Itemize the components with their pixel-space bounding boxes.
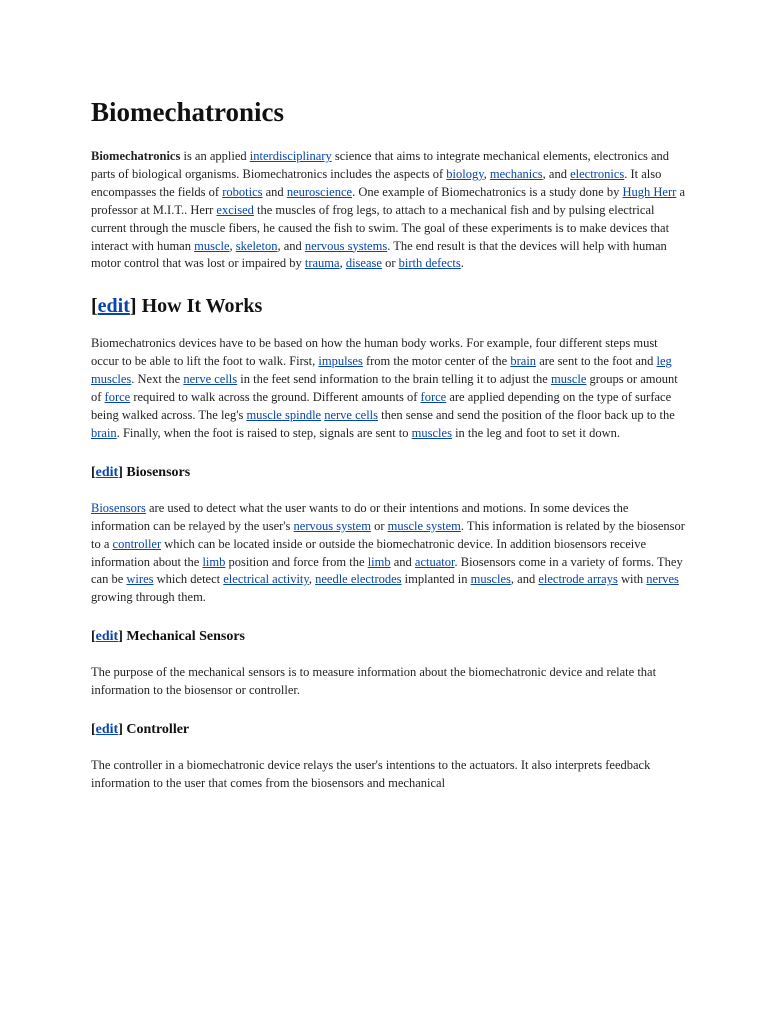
section-heading-how-it-works — [91, 293, 685, 319]
body-text: is an applied — [180, 149, 250, 163]
link-force[interactable]: force — [420, 390, 447, 405]
link-limb[interactable]: limb — [367, 554, 391, 569]
link-excised[interactable]: excised — [216, 202, 254, 217]
section-heading-mechanical-sensors — [91, 627, 685, 647]
section-heading-text: Controller — [126, 722, 190, 738]
link-muscle-system[interactable]: muscle system — [387, 518, 461, 533]
body-text: , and — [510, 572, 539, 587]
body-text: , and — [542, 166, 571, 181]
body-text: . — [460, 256, 464, 271]
article — [91, 96, 685, 813]
link-limb[interactable]: limb — [202, 554, 226, 569]
link-muscle[interactable]: muscle — [550, 372, 587, 387]
bracket-close: ] — [118, 722, 127, 738]
body-text: . Next the — [131, 372, 184, 387]
link-force[interactable]: force — [104, 390, 131, 405]
article-sections — [91, 293, 685, 793]
link-impulses[interactable]: impulses — [318, 354, 363, 369]
section-heading-text: Biosensors — [126, 464, 191, 480]
intro-paragraph — [91, 148, 685, 273]
link-muscle[interactable]: muscle — [194, 238, 230, 253]
link-controller[interactable]: controller — [112, 536, 162, 551]
body-text: Biomechatronics devices have to be based on how the human body works. For example, four different steps must occur to be able to lift the foot to walk. First, — [91, 336, 658, 369]
link-electrical-activity[interactable]: electrical activity — [223, 572, 309, 587]
link-nervous-systems[interactable]: nervous systems — [304, 238, 388, 253]
link-nerves[interactable]: nerves — [646, 572, 679, 587]
body-text: . This information is related by the biosensor to a — [91, 518, 685, 551]
link-skeleton[interactable]: skeleton — [235, 238, 278, 253]
link-muscles[interactable]: muscles — [411, 425, 452, 440]
link-leg-muscles[interactable]: leg muscles — [91, 354, 672, 387]
bold-term: Biomechatronics — [91, 149, 181, 163]
section-heading-controller — [91, 720, 685, 740]
bracket-close: ] — [118, 464, 127, 480]
body-text: in the leg and foot to set it down. — [451, 425, 620, 440]
link-brain[interactable]: brain — [91, 425, 117, 440]
body-text: growing through them. — [91, 590, 206, 605]
body-text: groups or amount of — [91, 372, 678, 405]
bracket-open: [ — [91, 629, 96, 645]
link-birth-defects[interactable]: birth defects — [398, 256, 461, 271]
body-text: , — [229, 238, 236, 253]
body-text: required to walk across the ground. Different amounts of — [130, 390, 421, 405]
link-interdisciplinary[interactable]: interdisciplinary — [249, 149, 332, 163]
body-text: , — [339, 256, 346, 271]
body-text: which detect — [153, 572, 224, 587]
body-text: . It also encompasses the fields of — [91, 166, 662, 199]
page-title: Biomechatronics — [91, 97, 284, 127]
body-text: are applied depending on the type of surface being walked across. The leg's — [91, 390, 672, 422]
body-text: , and — [277, 238, 305, 253]
body-text: with — [617, 572, 647, 587]
bracket-open: [ — [91, 464, 96, 480]
section-heading-text: How It Works — [141, 295, 263, 318]
edit-link[interactable]: edit — [97, 295, 130, 318]
section-paragraph-biosensors — [91, 500, 685, 607]
bracket-close: ] — [118, 629, 127, 645]
body-text: . The end result is that the devices will help with human motor control that was lost or impaired by — [91, 238, 667, 271]
link-actuator[interactable]: actuator — [414, 554, 455, 569]
link-biology[interactable]: biology — [446, 166, 484, 181]
body-text: . Finally, when the foot is raised to step, signals are sent to — [116, 425, 412, 440]
edit-link[interactable]: edit — [95, 464, 119, 480]
bracket-open: [ — [91, 722, 96, 738]
link-nerve-cells[interactable]: nerve cells — [183, 372, 238, 387]
edit-link[interactable]: edit — [95, 722, 119, 738]
link-nerve-cells[interactable]: nerve cells — [324, 407, 379, 422]
body-text: . One example of Biomechatronics is a study done by — [352, 184, 623, 199]
section-paragraph-controller — [91, 757, 685, 793]
section-paragraph-how-it-works — [91, 335, 685, 442]
body-text: in the feet send information to the brain telling it to adjust the — [237, 372, 551, 387]
body-text: The controller in a biomechatronic device relays the user's intentions to the actuators. It also interprets feedback information to the user that comes from the biosensors and mechanical — [91, 758, 651, 790]
link-hugh-herr[interactable]: Hugh Herr — [622, 184, 677, 199]
link-muscles[interactable]: muscles — [470, 572, 511, 587]
body-text: are sent to the foot and — [536, 354, 657, 369]
body-text: . Biosensors come in a variety of forms. They can be — [91, 554, 683, 587]
body-text: and — [262, 184, 287, 199]
body-text: or — [370, 518, 388, 533]
link-mechanics[interactable]: mechanics — [489, 166, 543, 181]
body-text: then sense and send the position of the floor back up to the — [378, 407, 675, 422]
body-text: implanted in — [401, 572, 471, 587]
link-neuroscience[interactable]: neuroscience — [286, 184, 353, 199]
section-heading-biosensors — [91, 463, 685, 483]
body-text: a professor at M.I.T.. Herr — [91, 184, 685, 217]
body-text: , — [308, 572, 316, 587]
body-text: The purpose of the mechanical sensors is to measure information about the biomechatronic device and relate that information to the biosensor or controller. — [91, 665, 657, 698]
link-nervous-system[interactable]: nervous system — [293, 518, 371, 533]
edit-link[interactable]: edit — [95, 629, 119, 645]
bracket-open: [ — [91, 295, 98, 318]
body-text: from the motor center of the — [362, 354, 511, 369]
bracket-close: ] — [129, 295, 142, 318]
body-text: science that aims to integrate mechanical elements, electronics and parts of biological organisms. Biomechatronics includes the aspects of — [91, 149, 670, 181]
link-trauma[interactable]: trauma — [304, 256, 340, 271]
link-muscle-spindle[interactable]: muscle spindle — [246, 407, 322, 422]
body-text: which can be located inside or outside the biomechatronic device. In addition biosensors receive information about the — [91, 536, 647, 569]
section-paragraph-mechanical-sensors — [91, 664, 685, 700]
body-text: , — [483, 166, 490, 181]
link-wires[interactable]: wires — [126, 572, 154, 587]
link-disease[interactable]: disease — [345, 256, 382, 271]
body-text: or — [381, 256, 399, 271]
body-text: the muscles of frog legs, to attach to a mechanical fish and by pulsing electrical current through the muscle fibers, he caused the fish to swim. The goal of these experiments is to make devices that interact with human — [91, 202, 670, 253]
link-electronics[interactable]: electronics — [570, 166, 625, 181]
link-electrode-arrays[interactable]: electrode arrays — [538, 572, 618, 587]
link-brain[interactable]: brain — [510, 354, 537, 369]
link-robotics[interactable]: robotics — [222, 184, 263, 199]
body-text: are used to detect what the user wants to do or their intentions and motions. In some devices the information can be relayed by the user's — [91, 500, 629, 533]
link-needle-electrodes[interactable]: needle electrodes — [315, 572, 402, 587]
body-text: and — [390, 554, 415, 569]
body-text: position and force from the — [225, 554, 368, 569]
link-biosensors[interactable]: Biosensors — [91, 500, 146, 515]
section-heading-text: Mechanical Sensors — [126, 629, 246, 645]
